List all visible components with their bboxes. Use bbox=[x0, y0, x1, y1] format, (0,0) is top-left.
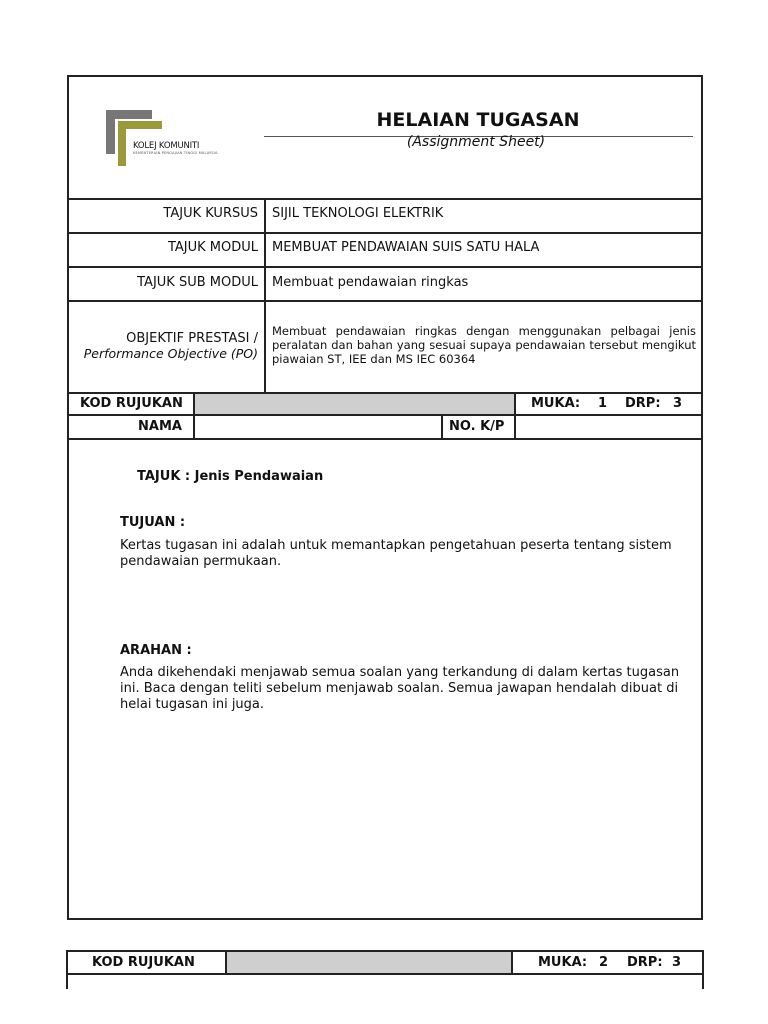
divider bbox=[67, 232, 703, 234]
submodul-value: Membuat pendawaian ringkas bbox=[272, 275, 469, 290]
footer-kod-rujukan-label: KOD RUJUKAN bbox=[92, 955, 195, 970]
modul-value: MEMBUAT PENDAWAIAN SUIS SATU HALA bbox=[272, 240, 540, 255]
divider bbox=[702, 975, 704, 989]
divider bbox=[67, 198, 703, 200]
divider bbox=[67, 300, 703, 302]
divider bbox=[441, 414, 443, 438]
submodul-label: TAJUK SUB MODUL bbox=[137, 275, 258, 290]
divider bbox=[67, 438, 703, 440]
nokp-label: NO. K/P bbox=[449, 419, 505, 434]
divider bbox=[511, 950, 513, 975]
modul-label: TAJUK MODUL bbox=[167, 240, 258, 255]
muka-label: MUKA: bbox=[531, 396, 581, 411]
logo-subtext: KEMENTERIAN PENGAJIAN TINGGI MALAYSIA bbox=[133, 151, 218, 155]
drp-value: 3 bbox=[673, 396, 683, 411]
kursus-value: SIJIL TEKNOLOGI ELEKTRIK bbox=[272, 206, 444, 221]
tujuan-heading: TUJUAN : bbox=[120, 515, 186, 530]
nama-label: NAMA bbox=[138, 419, 182, 434]
kursus-label: TAJUK KURSUS bbox=[163, 206, 258, 221]
page-title: HELAIAN TUGASAN bbox=[376, 109, 580, 131]
nokp-field[interactable] bbox=[517, 416, 700, 437]
footer-drp-value: 3 bbox=[672, 955, 682, 970]
arahan-heading: ARAHAN : bbox=[120, 643, 192, 658]
objektif-label-en: Performance Objective (PO) bbox=[83, 346, 258, 361]
page-subtitle: (Assignment Sheet) bbox=[406, 134, 546, 150]
logo-text: KOLEJ KOMUNITI bbox=[133, 141, 200, 151]
divider bbox=[66, 975, 68, 989]
muka-value: 1 bbox=[598, 396, 608, 411]
kolej-komuniti-logo bbox=[104, 108, 214, 168]
tujuan-text: Kertas tugasan ini adalah untuk memantapkan pengetahuan peserta tentang sistem pendawaian permukaan. bbox=[120, 538, 672, 569]
footer-drp-label: DRP: bbox=[627, 955, 663, 970]
nama-field[interactable] bbox=[196, 416, 440, 437]
divider bbox=[264, 198, 266, 392]
arahan-text: Anda dikehendaki menjawab semua soalan yang terkandung di dalam kertas tugasan ini. Baca dengan teliti sebelum menjawab soalan. Semua jawapan hendalah dibuat di helai tugasan ini juga. bbox=[120, 665, 680, 712]
divider bbox=[225, 950, 227, 975]
objektif-label: OBJEKTIF PRESTASI / bbox=[126, 331, 258, 346]
footer-kod-rujukan-field[interactable] bbox=[227, 952, 511, 973]
divider bbox=[67, 266, 703, 268]
kod-rujukan-field[interactable] bbox=[195, 394, 514, 414]
objektif-value: Membuat pendawaian ringkas dengan menggunakan pelbagai jenis peralatan dan bahan yang sesuai supaya pendawaian tersebut mengikut piawaian ST, IEE dan MS IEC 60364 bbox=[272, 324, 696, 366]
drp-label: DRP: bbox=[625, 396, 661, 411]
tajuk-text: TAJUK : Jenis Pendawaian bbox=[137, 469, 324, 484]
kod-rujukan-label: KOD RUJUKAN bbox=[80, 396, 183, 411]
assignment-sheet-frame bbox=[67, 75, 703, 920]
divider bbox=[514, 392, 516, 438]
footer-muka-label: MUKA: bbox=[538, 955, 588, 970]
footer-muka-value: 2 bbox=[599, 955, 609, 970]
